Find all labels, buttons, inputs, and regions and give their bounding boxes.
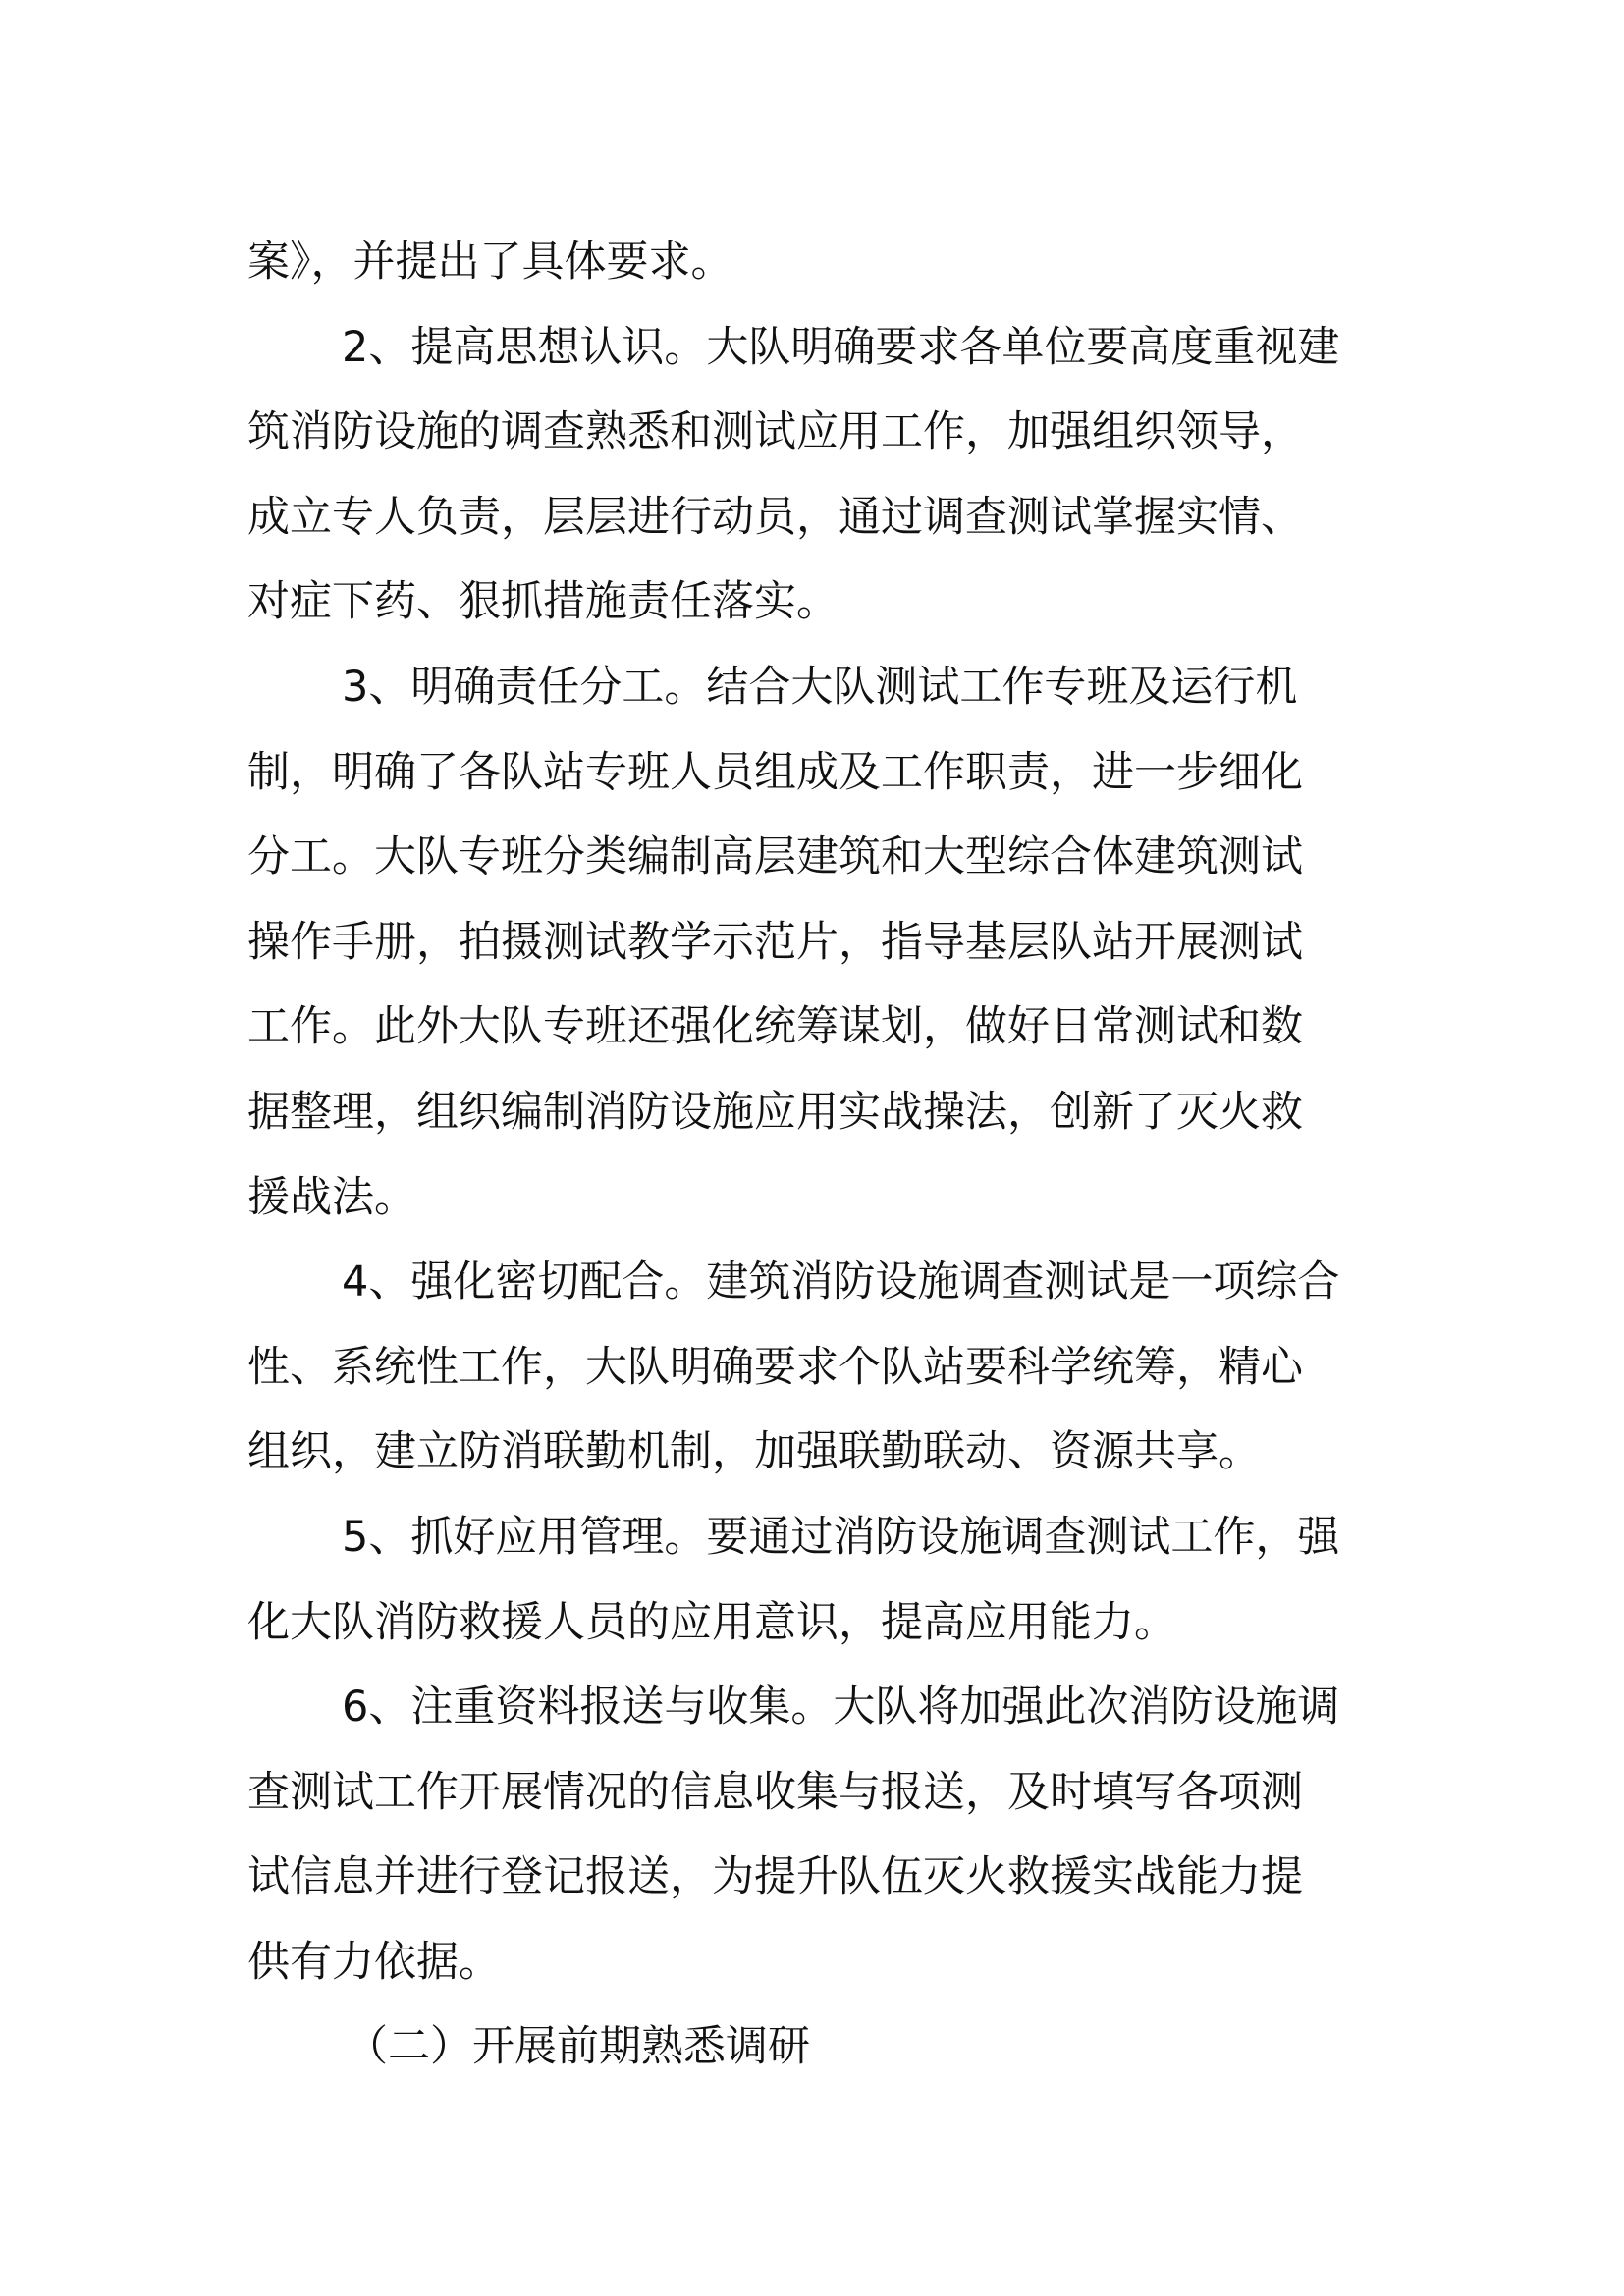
text-line: 工作。此外大队专班还强化统筹谋划，做好日常测试和数 bbox=[247, 1002, 1303, 1052]
text-line: 试信息并进行登记报送，为提升队伍灭火救援实战能力提 bbox=[247, 1852, 1303, 1902]
text-line: 制，明确了各队站专班人员组成及工作职责，进一步细化 bbox=[247, 747, 1303, 797]
text-line: 组织，建立防消联勤机制，加强联勤联动、资源共享。 bbox=[247, 1427, 1261, 1477]
text-line: 化大队消防救援人员的应用意识，提高应用能力。 bbox=[247, 1597, 1176, 1647]
paragraph bbox=[247, 305, 1377, 645]
text-line: 4、强化密切配合。建筑消防设施调查测试是一项综合 bbox=[342, 1257, 1340, 1308]
paragraph bbox=[247, 1495, 1377, 1665]
paragraph bbox=[247, 1240, 1377, 1495]
text-line: 对症下药、狠抓措施责任落实。 bbox=[247, 577, 839, 627]
text-line: 据整理，组织编制消防设施应用实战操法，创新了灭火救 bbox=[247, 1087, 1303, 1137]
text-line: 案》，并提出了具体要求。 bbox=[247, 238, 733, 287]
paragraph bbox=[247, 645, 1377, 1240]
text-line: 操作手册，拍摄测试教学示范片，指导基层队站开展测试 bbox=[247, 917, 1303, 967]
paragraph bbox=[247, 1665, 1377, 2004]
text-line: 供有力依据。 bbox=[247, 1937, 501, 1987]
text-line: 性、系统性工作，大队明确要求个队站要科学统筹，精心 bbox=[247, 1342, 1303, 1392]
paragraph bbox=[247, 220, 1377, 305]
document-page bbox=[247, 220, 1377, 2090]
text-line: 5、抓好应用管理。要通过消防设施调查测试工作，强 bbox=[342, 1512, 1340, 1562]
text-line: 查测试工作开展情况的信息收集与报送，及时填写各项测 bbox=[247, 1767, 1303, 1817]
text-line: 成立专人负责，层层进行动员，通过调查测试掌握实情、 bbox=[247, 492, 1303, 542]
section-heading: （二）开展前期熟悉调研 bbox=[346, 2022, 810, 2072]
text-line: 分工。大队专班分类编制高层建筑和大型综合体建筑测试 bbox=[247, 832, 1303, 882]
text-line: 3、明确责任分工。结合大队测试工作专班及运行机 bbox=[342, 662, 1298, 712]
text-line: 6、注重资料报送与收集。大队将加强此次消防设施调 bbox=[342, 1682, 1340, 1733]
text-line: 2、提高思想认识。大队明确要求各单位要高度重视建 bbox=[342, 322, 1340, 372]
text-line: 筑消防设施的调查熟悉和测试应用工作，加强组织领导， bbox=[247, 407, 1303, 457]
text-line: 援战法。 bbox=[247, 1172, 416, 1222]
